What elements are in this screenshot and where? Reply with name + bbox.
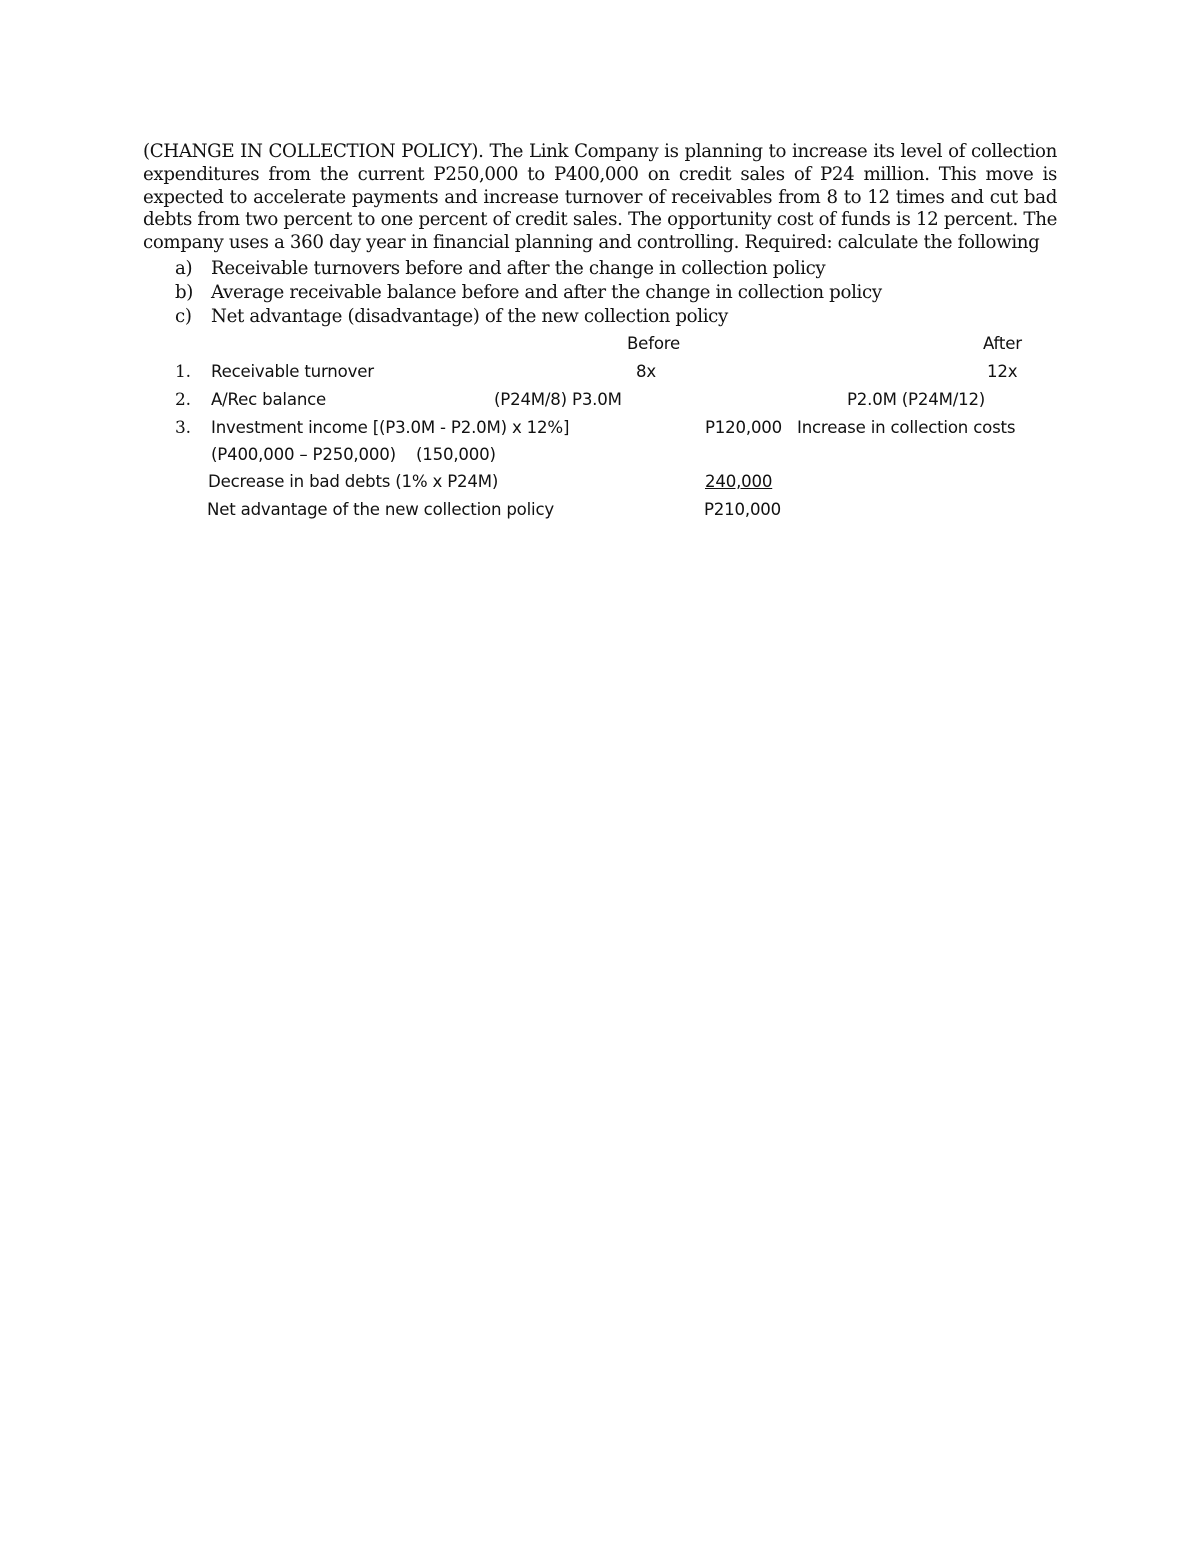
problem-line: (CHANGE IN COLLECTION POLICY). The Link Company is planning to increase its level of collection	[143, 141, 1057, 162]
requirement-item	[175, 257, 882, 281]
problem-line: company uses a 360 day year in financial planning and controlling. Required: calculate the following	[143, 232, 1040, 254]
problem-line: expected to accelerate payments and increase turnover of receivables from 8 to 12 times and cut bad	[143, 186, 1057, 208]
collection-cost-calc: (P400,000 – P250,000)	[211, 445, 396, 464]
turnover-before: 8x	[636, 362, 656, 381]
row-number: 2.	[175, 390, 191, 410]
requirement-text: Receivable turnovers before and after the change in collection policy	[211, 258, 826, 279]
problem-line: expenditures from the current P250,000 to P400,000 on credit sales of P24 million. This move is	[143, 163, 1057, 185]
net-advantage-label: Net advantage of the new collection policy	[207, 500, 554, 519]
receivable-turnover-label: Receivable turnover	[211, 362, 374, 381]
requirement-marker: a)	[175, 258, 193, 279]
requirement-marker: b)	[175, 282, 194, 303]
collection-cost-amount: (150,000)	[416, 445, 496, 464]
problem-line: debts from two percent to one percent of credit sales. The opportunity cost of funds is 12 percent. The	[143, 209, 1057, 231]
ar-balance-before: (P24M/8) P3.0M	[494, 390, 622, 409]
header-before: Before	[627, 334, 681, 353]
bad-debts-label: Decrease in bad debts (1% x P24M)	[208, 472, 499, 491]
header-after: After	[983, 334, 1022, 353]
requirement-item	[175, 305, 882, 329]
ar-balance-label: A/Rec balance	[211, 390, 327, 409]
ar-balance-after: P2.0M (P24M/12)	[847, 390, 986, 409]
requirement-item	[175, 281, 882, 305]
requirement-marker: c)	[175, 306, 192, 327]
requirements-list	[175, 257, 882, 329]
investment-income-amount: P120,000	[705, 418, 783, 437]
row-number: 1.	[175, 362, 191, 382]
requirement-text: Net advantage (disadvantage) of the new collection policy	[211, 306, 728, 327]
problem-statement	[143, 141, 1057, 255]
row-number: 3.	[175, 418, 191, 438]
investment-income-label: Investment income [(P3.0M - P2.0M) x 12%]	[211, 418, 570, 437]
net-advantage-amount: P210,000	[704, 500, 782, 519]
collection-costs-note: Increase in collection costs	[797, 418, 1016, 437]
turnover-after: 12x	[987, 362, 1018, 381]
bad-debts-amount: 240,000	[705, 472, 773, 491]
requirement-text: Average receivable balance before and after the change in collection policy	[211, 282, 882, 303]
